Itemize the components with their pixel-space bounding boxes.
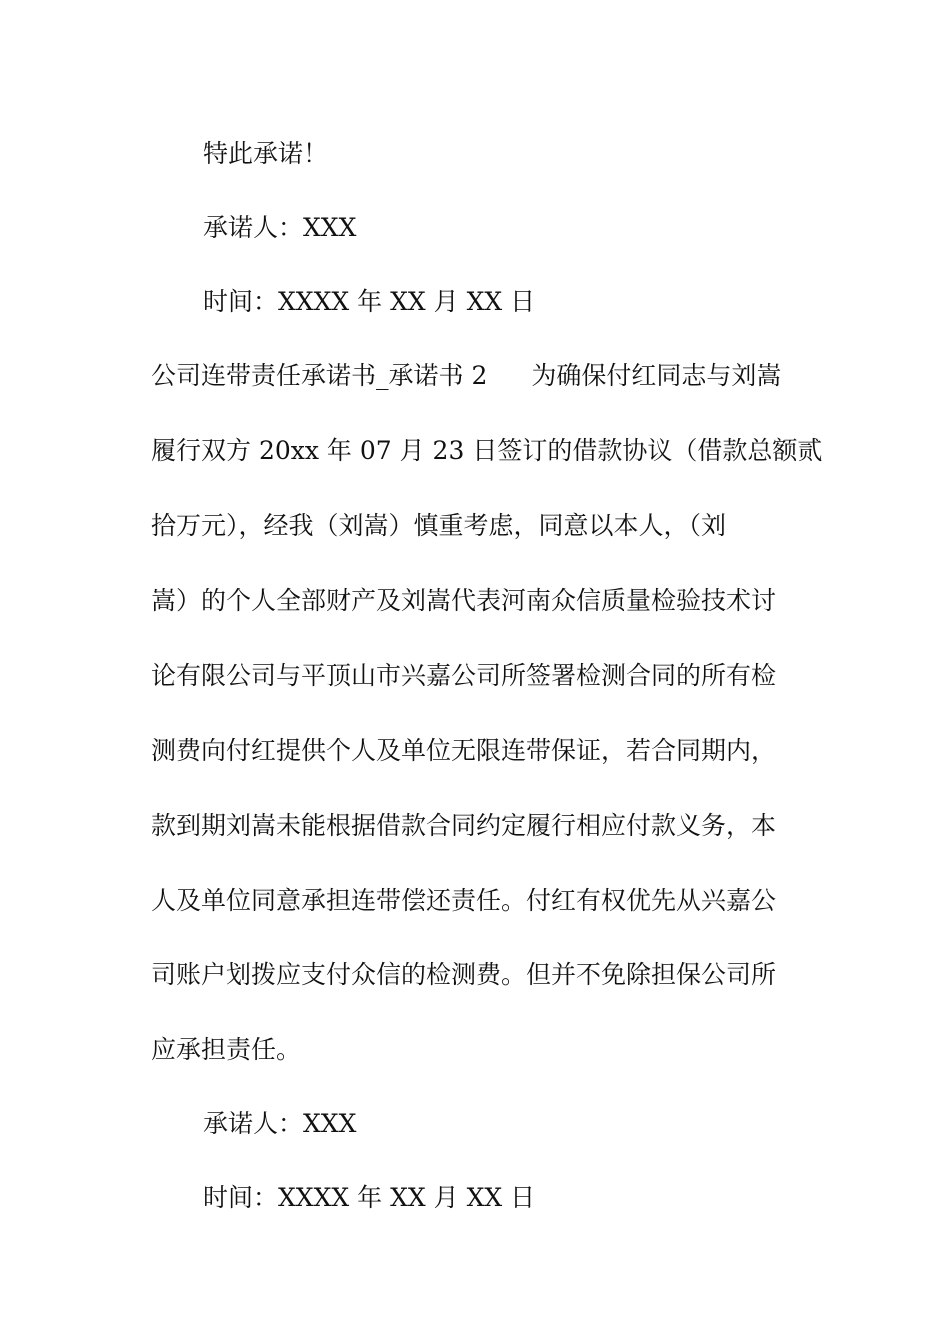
section-2-first-line — [151, 359, 781, 393]
promisor-line-1: 承诺人：XXX — [203, 213, 357, 242]
section-2-line-1: 为确保付红同志与刘嵩 — [531, 361, 782, 390]
date-line-1: 时间：XXXX 年 XX 月 XX 日 — [203, 287, 536, 316]
section-2-heading: 公司连带责任承诺书_承诺书 2 — [151, 361, 488, 390]
section-2-line-7: 款到期刘嵩未能根据借款合同约定履行相应付款义务，本 — [151, 811, 777, 840]
section-2-line-4: 嵩）的个人全部财产及刘嵩代表河南众信质量检验技术讨 — [151, 586, 777, 615]
date-line-2: 时间：XXXX 年 XX 月 XX 日 — [203, 1183, 536, 1212]
section-2-line-8: 人及单位同意承担连带偿还责任。付红有权优先从兴嘉公 — [151, 886, 777, 915]
closing-line: 特此承诺！ — [203, 139, 329, 168]
section-2-line-3: 拾万元），经我（刘嵩）慎重考虑，同意以本人，（刘 — [151, 511, 727, 540]
section-2-line-2: 履行双方 20xx 年 07 月 23 日签订的借款协议（借款总额贰 — [151, 436, 823, 465]
section-2-line-5: 论有限公司与平顶山市兴嘉公司所签署检测合同的所有检 — [151, 661, 777, 690]
section-2-line-9: 司账户划拨应支付众信的检测费。但并不免除担保公司所 — [151, 960, 777, 989]
section-2-line-10: 应承担责任。 — [151, 1035, 302, 1064]
promisor-line-2: 承诺人：XXX — [203, 1109, 357, 1138]
section-2-line-6: 测费向付红提供个人及单位无限连带保证，若合同期内， — [151, 736, 777, 765]
